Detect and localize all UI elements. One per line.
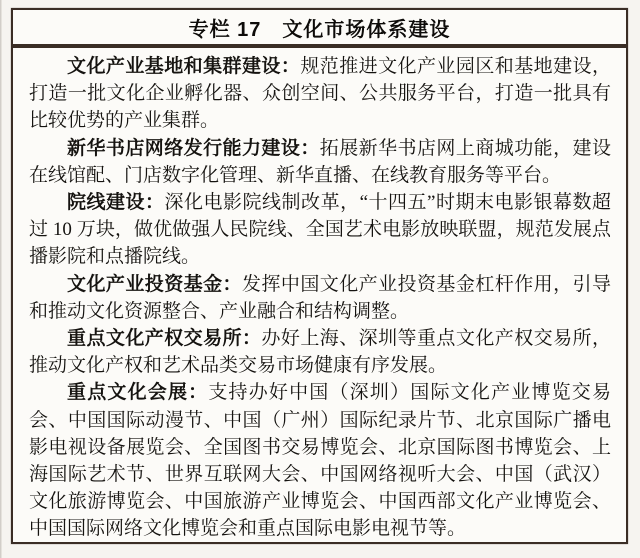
paragraph-lead: 重点文化产权交易所： — [67, 328, 262, 350]
paragraph-text: 支持办好中国（深圳）国际文化产业博览交易会、中国国际动漫节、中国（广州）国际纪录片节、北京国际广播电影电视设备展览会、全国图书交易博览会、北京国际图书博览会、上海国际艺术节、世界互联网大会、中国网络视听大会、中国（武汉）文化旅游博览会、中国旅游产业博览会、中国西部文化产业博览会、中国国际网络文化博览会和重点国际电影电视节等。 — [29, 382, 611, 540]
paragraph-xinhua-bookstore — [29, 135, 611, 189]
paragraph-lead: 院线建设： — [67, 192, 165, 214]
paragraph-lead: 文化产业基地和集群建设： — [67, 56, 301, 77]
paragraph-lead: 新华书店网络发行能力建设： — [67, 137, 320, 159]
paragraph-property-exchanges — [29, 325, 611, 379]
paragraph-key-expos — [29, 379, 611, 542]
scan-edge-artifact — [0, 0, 2, 558]
paragraph-text: 办好上海、深圳等重点文化产权交易所，推动文化产权和艺术品类交易市场健康有序发展。 — [29, 328, 611, 377]
column-box-17 — [11, 8, 628, 544]
paragraph-industry-bases — [29, 53, 611, 135]
paragraph-text: 发挥中国文化产业投资基金杠杆作用，引导和推动文化资源整合、产业融合和结构调整。 — [29, 273, 611, 322]
panel-title: 专栏 17 文化市场体系建设 — [13, 10, 626, 48]
paragraph-investment-fund — [29, 271, 611, 325]
paragraph-lead: 文化产业投资基金： — [67, 273, 242, 295]
paragraph-text: 拓展新华书店网上商城功能，建设在线馆配、门店数字化管理、新华直播、在线教育服务等平台。 — [29, 137, 611, 186]
paragraph-cinema-chains — [29, 189, 611, 271]
paragraph-text: 深化电影院线制改革，“十四五”时期末电影银幕数超过 10 万块，做优做强人民院线、全国艺术电影放映联盟，规范发展点播影院和点播院线。 — [29, 192, 611, 268]
paragraph-text: 规范推进文化产业园区和基地建设，打造一批文化企业孵化器、众创空间、公共服务平台，打造一批具有比较优势的产业集群。 — [29, 56, 611, 132]
paragraph-lead: 重点文化会展： — [67, 382, 209, 404]
panel-body — [13, 48, 626, 549]
